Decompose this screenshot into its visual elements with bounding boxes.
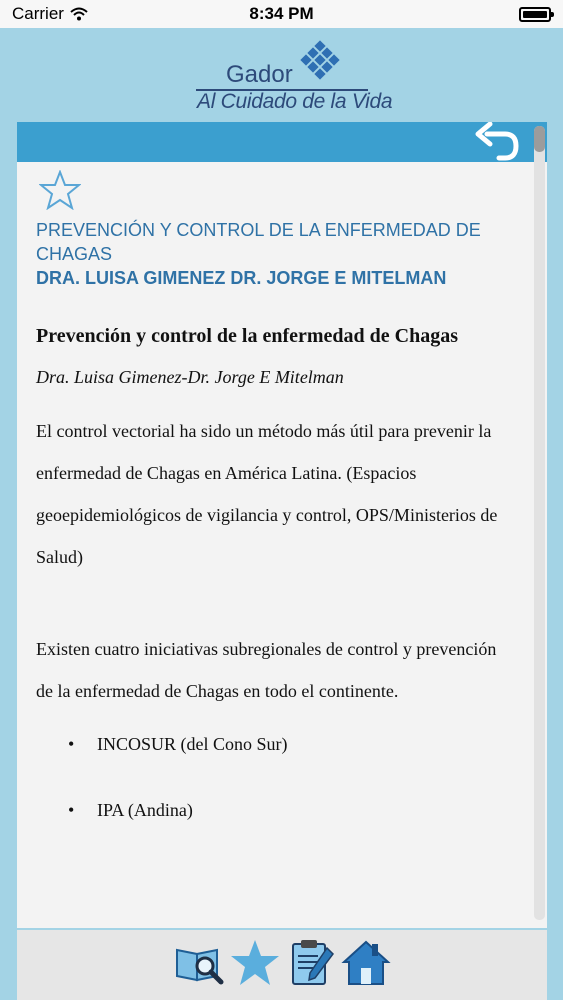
list-item <box>36 732 511 756</box>
scrollbar-thumb[interactable] <box>534 126 545 152</box>
brand-tagline: Al Cuidado de la Vida <box>197 90 393 113</box>
clipboard-edit-icon[interactable] <box>285 938 337 988</box>
star-outline-icon[interactable] <box>39 170 81 210</box>
status-time: 8:34 PM <box>249 4 314 23</box>
list-item-text: INCOSUR (del Cono Sur) <box>97 734 288 754</box>
article-title-caps: PREVENCIÓN Y CONTROL DE LA ENFERMEDAD DE CHAGAS <box>36 220 481 264</box>
article-bullet-list <box>36 732 511 822</box>
article-body <box>36 322 511 864</box>
toolbar-background <box>17 930 547 1000</box>
article-paragraph: El control vectorial ha sido un método más útil para prevenir la enfermedad de Chagas en América Latina. (Espacios geoepidemiológicos de vigilancia y control, OPS/Ministerios de Salud) <box>36 421 498 567</box>
list-item <box>36 798 511 822</box>
brand-name: Gador <box>226 61 293 88</box>
battery-icon <box>519 7 551 22</box>
back-arrow-icon <box>473 122 523 162</box>
article-panel <box>17 122 547 928</box>
bullet-marker: • <box>68 800 75 820</box>
status-bar <box>0 0 563 28</box>
article-paragraph: Existen cuatro iniciativas subregionales de control y prevención de la enfermedad de Chagas en todo el continente. <box>36 639 497 701</box>
home-icon[interactable] <box>340 938 392 988</box>
back-button[interactable] <box>473 122 523 162</box>
logo <box>0 28 563 120</box>
star-icon[interactable] <box>229 938 281 988</box>
article-title: Prevención y control de la enfermedad de Chagas <box>36 325 459 347</box>
scrollbar-track[interactable] <box>534 126 545 920</box>
article-authors-caps: DRA. LUISA GIMENEZ DR. JORGE E MITELMAN <box>36 268 447 288</box>
bottom-toolbar <box>0 930 563 1000</box>
panel-header <box>17 122 547 162</box>
search-book-icon[interactable] <box>173 938 225 988</box>
article-content <box>17 162 532 928</box>
carrier-label: Carrier <box>12 4 64 23</box>
article-byline: Dra. Luisa Gimenez-Dr. Jorge E Mitelman <box>36 367 344 387</box>
brand-mark-icon <box>296 40 344 88</box>
bullet-marker: • <box>68 734 75 754</box>
list-item-text: IPA (Andina) <box>97 800 193 820</box>
